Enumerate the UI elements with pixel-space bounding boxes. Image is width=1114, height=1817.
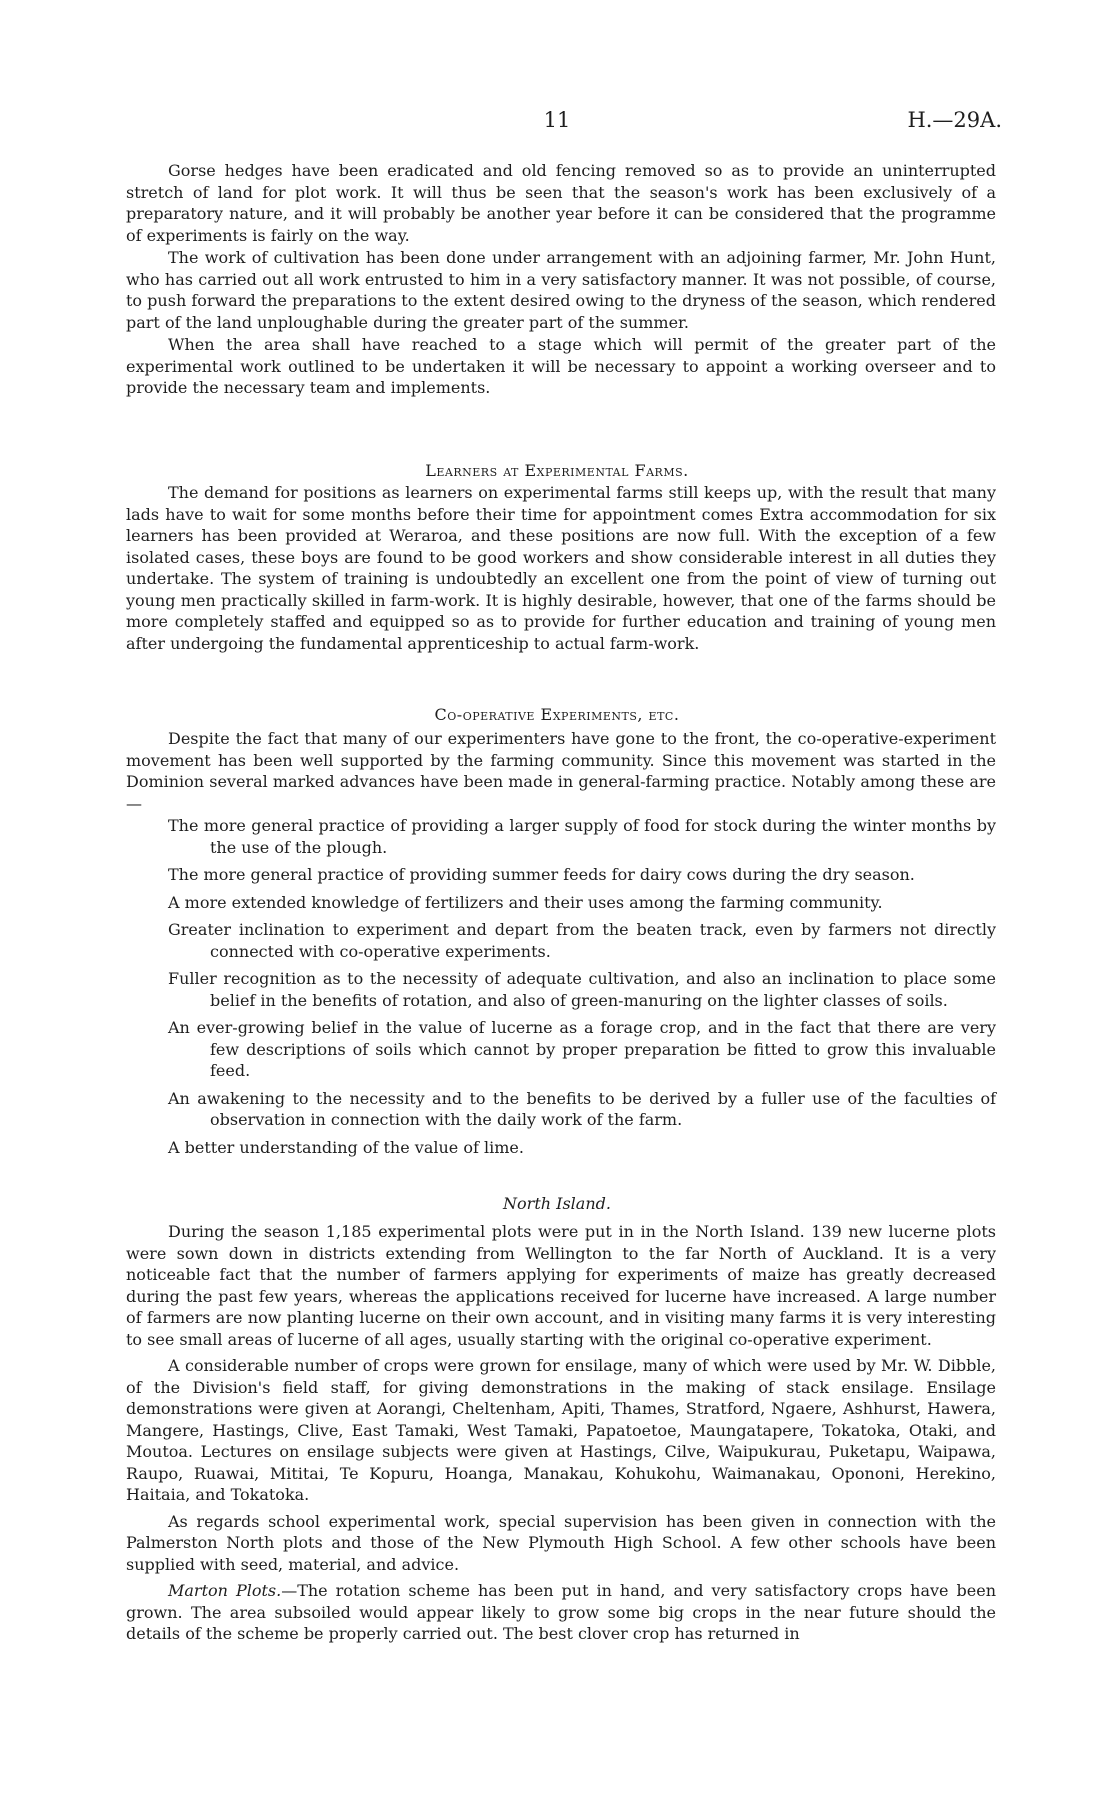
list-item: The more general practice of providing a larger supply of food for stock during the winter months by the use of the plough. [168,816,996,857]
list-item: The more general practice of providing summer feeds for dairy cows during the dry season. [168,865,915,884]
intro-paragraph: When the area shall have reached to a stage which will permit of the greater part of the experimental work outlined to be undertaken it will be necessary to appoint a working overseer and to provide the necessary team and implements. [126,335,996,397]
advances-list [126,815,996,1164]
section-heading-cooperative: Co-operative Experiments, etc. [434,705,680,724]
north-island-section [126,1221,996,1645]
marton-plots-text: —The rotation scheme has been put in hand, and very satisfactory crops have been grown. The area subsoiled would appear likely to grow some big crops in the near future should the details of the scheme be properly carried out. The best clover crop has returned in [126,1581,997,1643]
north-island-paragraph: A considerable number of crops were grown for ensilage, many of which were used by Mr. W. Dibble, of the Division's field staff, for giving demonstrations in the making of stack ensilage. Ensilage demonstrations were given at Aorangi, Cheltenham, Apiti, Thames, Stratford, Ngaere, Ashhurst, Hawera, Mangere, Hastings, Clive, East Tamaki, West Tamaki, Papatoetoe, Maungatapere, Tokatoka, Otaki, and Moutoa. Lectures on ensilage subjects were given at Hastings, Cilve, Waipukurau, Puketapu, Waipawa, Raupo, Ruawai, Mititai, Te Kopuru, Hoanga, Manakau, Kohukohu, Waimanakau, Opononi, Herekino, Haitaia, and Tokatoka. [126,1356,996,1504]
section-heading-learners: Learners at Experimental Farms. [425,461,689,480]
section-heading-north-island: North Island. [503,1194,611,1213]
intro-paragraph: The work of cultivation has been done under arrangement with an adjoining farmer, Mr. John Hunt, who has carried out all work entrusted to him in a very satisfactory manner. It was not possible, of course, to push forward the preparations to the extent desired owing to the dryness of the season, which rendered part of the land unploughable during the greater part of the summer. [126,248,996,332]
marton-paragraph [126,1580,996,1645]
intro-paragraph: Gorse hedges have been eradicated and old fencing removed so as to provide an uninterrupted stretch of land for plot work. It will thus be seen that the season's work has been exclusively of a preparatory nature, and it will probably be another year before it can be considered that the programme of experiments is fairly on the way. [126,161,996,245]
list-item: A better understanding of the value of lime. [168,1137,524,1157]
cooperative-paragraph: Despite the fact that many of our experimenters have gone to the front, the co-operative-experiment movement has been well supported by the farming community. Since this movement was started in the Dominion several marked advances have been made in general-farming practice. Notably among these are— [126,729,996,813]
marton-plots-label: Marton Plots. [168,1581,282,1600]
north-island-paragraph: As regards school experimental work, special supervision has been given in connection with the Palmerston North plots and those of the New Plymouth High School. A few other schools have been supplied with seed, material, and advice. [126,1511,996,1574]
list-item: An ever-growing belief in the value of lucerne as a forage crop, and in the fact that there are very few descriptions of soils which cannot by proper preparation be fitted to grow this invaluable feed. [168,1018,996,1080]
intro-section [126,160,996,399]
learners-section [126,482,996,654]
list-item: A more extended knowledge of fertilizers and their uses among the farming community. [168,892,883,912]
cooperative-section [126,728,996,814]
list-item: Greater inclination to experiment and depart from the beaten track, even by farmers not directly connected with co-operative experiments. [168,920,996,961]
document-reference: H.—29A. [907,108,1002,132]
list-item: Fuller recognition as to the necessity of adequate cultivation, and also an inclination to place some belief in the benefits of rotation, and also of green-manuring on the lighter classes of soils. [168,969,996,1010]
north-island-paragraph: During the season 1,185 experimental plots were put in in the North Island. 139 new lucerne plots were sown down in districts extending from Wellington to the far North of Auckland. It is a very noticeable fact that the number of farmers applying for experiments of maize has greatly decreased during the past few years, whereas the applications received for lucerne have increased. A large number of farmers are now planting lucerne on their own account, and in visiting many farms it is very interesting to see small areas of lucerne of all ages, usually starting with the original co-operative experiment. [126,1222,996,1349]
learners-paragraph: The demand for positions as learners on experimental farms still keeps up, with the result that many lads have to wait for some months before their time for appointment comes Extra accommodation for six learners has been provided at Weraroa, and these positions are now full. With the exception of a few isolated cases, these boys are found to be good workers and show considerable interest in all duties they undertake. The system of training is undoubtedly an excellent one from the point of view of turning out young men practically skilled in farm-work. It is highly desirable, however, that one of the farms should be more completely staffed and equipped so as to provide for further education and training of young men after undergoing the fundamental apprenticeship to actual farm-work. [126,483,996,653]
list-item: An awakening to the necessity and to the benefits to be derived by a fuller use of the faculties of observation in connection with the daily work of the farm. [168,1088,996,1129]
page-number: 11 [543,108,571,132]
